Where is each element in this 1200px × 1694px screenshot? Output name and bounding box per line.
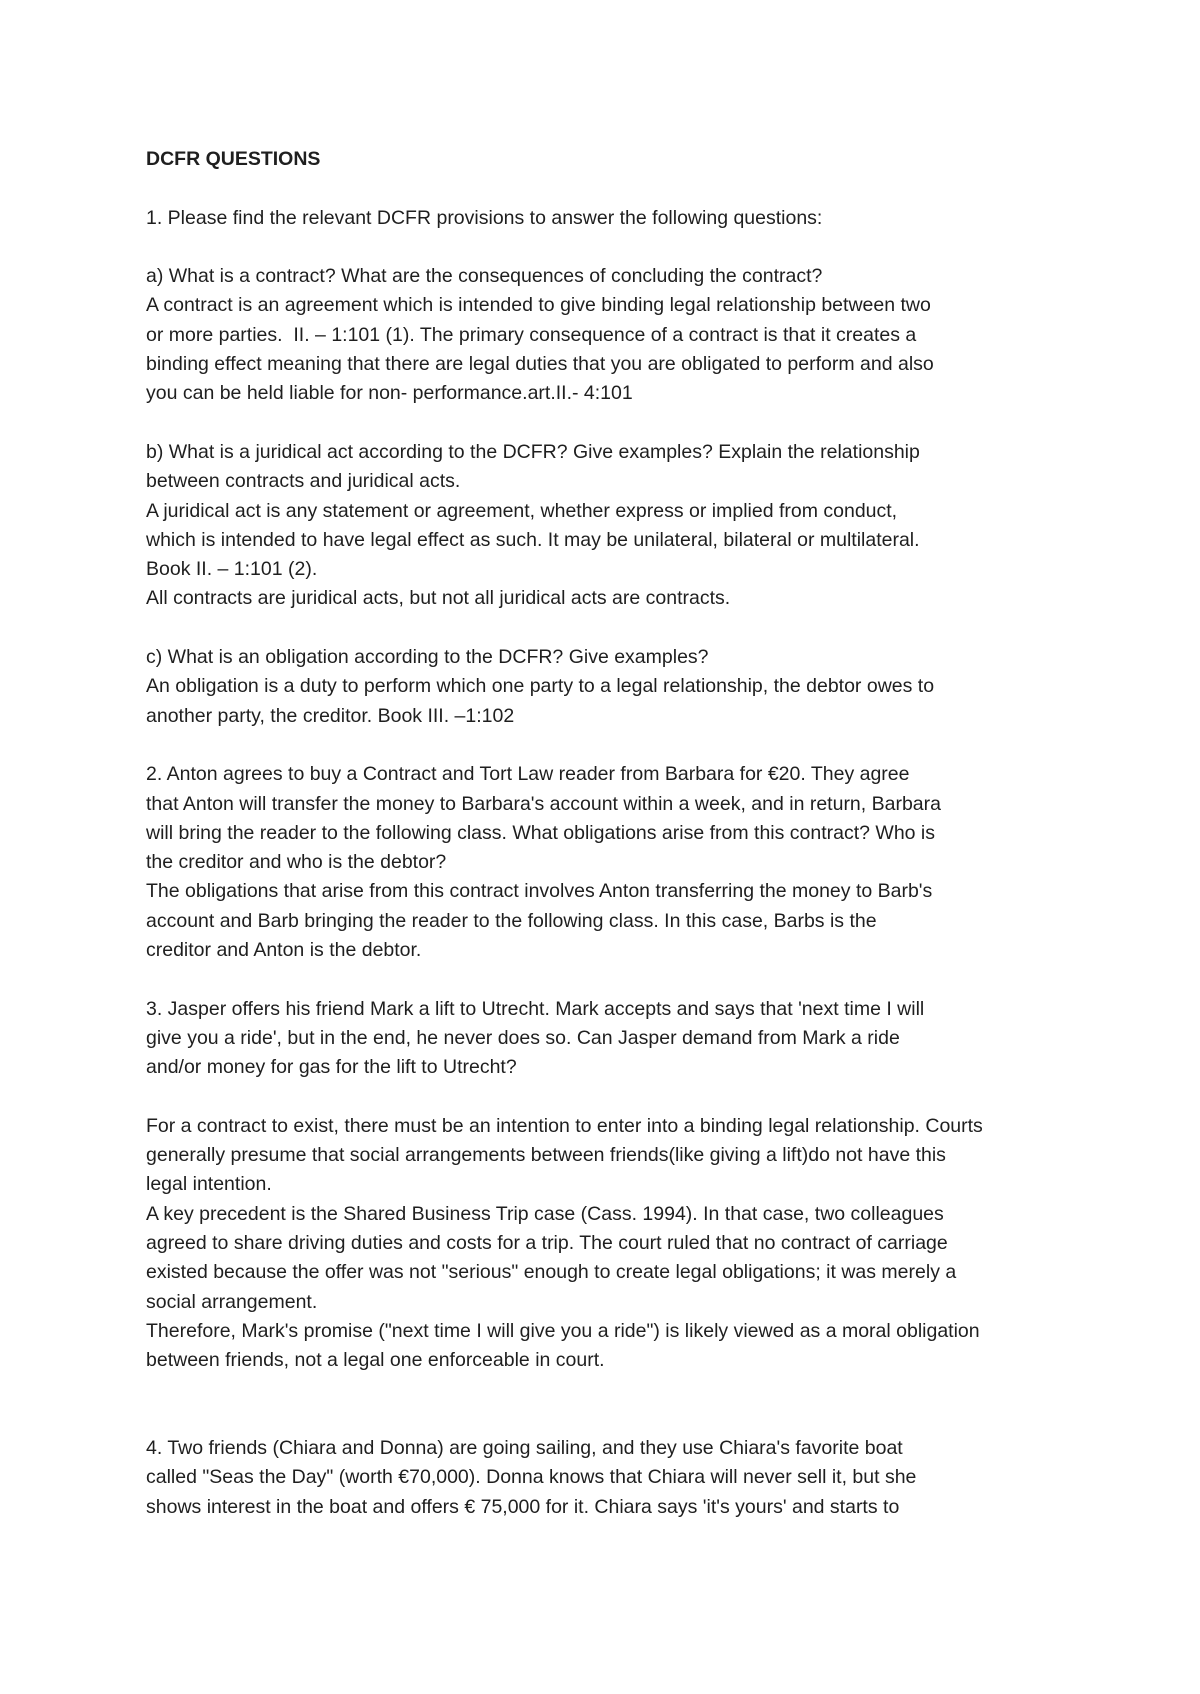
document-body: [146, 145, 1076, 1551]
text-line: between contracts and juridical acts.: [146, 470, 461, 493]
paragraph: [146, 1112, 1076, 1376]
text-line: creditor and Anton is the debtor.: [146, 939, 422, 962]
text-line: which is intended to have legal effect as such. It may be unilateral, bilateral or multilateral.: [146, 528, 920, 551]
paragraph: [146, 760, 1076, 965]
document-title: DCFR QUESTIONS: [146, 148, 321, 170]
text-line: called "Seas the Day" (worth €70,000). Donna knows that Chiara will never sell it, but she: [146, 1466, 917, 1489]
paragraph: [146, 1434, 1076, 1522]
paragraph: [146, 438, 1076, 614]
text-line: All contracts are juridical acts, but not all juridical acts are contracts.: [146, 587, 731, 610]
text-line: Therefore, Mark's promise ("next time I will give you a ride") is likely viewed as a moral obligation: [146, 1319, 980, 1342]
text-line: c) What is an obligation according to the DCFR? Give examples?: [146, 646, 709, 669]
text-line: b) What is a juridical act according to the DCFR? Give examples? Explain the relationship: [146, 440, 920, 463]
text-line: 1. Please find the relevant DCFR provisions to answer the following questions:: [146, 206, 823, 229]
text-line: between friends, not a legal one enforceable in court.: [146, 1349, 605, 1372]
paragraph: [146, 204, 1076, 233]
text-line: account and Barb bringing the reader to the following class. In this case, Barbs is the: [146, 909, 877, 932]
text-line: 3. Jasper offers his friend Mark a lift to Utrecht. Mark accepts and says that 'next time I will: [146, 997, 925, 1020]
text-line: An obligation is a duty to perform which one party to a legal relationship, the debtor owes to: [146, 675, 935, 698]
text-line: 2. Anton agrees to buy a Contract and Tort Law reader from Barbara for €20. They agree: [146, 763, 910, 786]
text-line: A juridical act is any statement or agreement, whether express or implied from conduct,: [146, 499, 898, 522]
text-line: will bring the reader to the following class. What obligations arise from this contract? Who is: [146, 821, 936, 844]
text-line: The obligations that arise from this contract involves Anton transferring the money to Barb's: [146, 880, 933, 903]
text-line: and/or money for gas for the lift to Utrecht?: [146, 1056, 517, 1079]
paragraph: [146, 262, 1076, 408]
text-line: A key precedent is the Shared Business Trip case (Cass. 1994). In that case, two colleagues: [146, 1202, 944, 1225]
text-line: generally presume that social arrangements between friends(like giving a lift)do not have this: [146, 1144, 946, 1167]
text-line: agreed to share driving duties and costs for a trip. The court ruled that no contract of carriage: [146, 1231, 948, 1254]
paragraph-list: [146, 204, 1076, 1522]
text-line: another party, the creditor. Book III. –1:102: [146, 704, 515, 727]
text-line: existed because the offer was not "serious" enough to create legal obligations; it was merely a: [146, 1261, 957, 1284]
text-line: A contract is an agreement which is intended to give binding legal relationship between two: [146, 294, 931, 317]
text-line: Book II. – 1:101 (2).: [146, 558, 318, 581]
text-line: give you a ride', but in the end, he never does so. Can Jasper demand from Mark a ride: [146, 1026, 900, 1049]
text-line: 4. Two friends (Chiara and Donna) are going sailing, and they use Chiara's favorite boat: [146, 1437, 903, 1460]
text-line: that Anton will transfer the money to Barbara's account within a week, and in return, Barbara: [146, 792, 941, 815]
paragraph: [146, 643, 1076, 731]
text-line: For a contract to exist, there must be an intention to enter into a binding legal relationship. Courts: [146, 1114, 983, 1137]
text-line: the creditor and who is the debtor?: [146, 851, 447, 874]
text-line: social arrangement.: [146, 1290, 318, 1313]
paragraph: [146, 995, 1076, 1083]
text-line: shows interest in the boat and offers € 75,000 for it. Chiara says 'it's yours' and starts to: [146, 1495, 900, 1518]
text-line: or more parties. II. – 1:101 (1). The primary consequence of a contract is that it creates a: [146, 323, 917, 346]
text-line: legal intention.: [146, 1173, 272, 1196]
text-line: you can be held liable for non- performance.art.II.- 4:101: [146, 382, 633, 405]
text-line: a) What is a contract? What are the consequences of concluding the contract?: [146, 265, 823, 288]
text-line: binding effect meaning that there are legal duties that you are obligated to perform and also: [146, 353, 934, 376]
